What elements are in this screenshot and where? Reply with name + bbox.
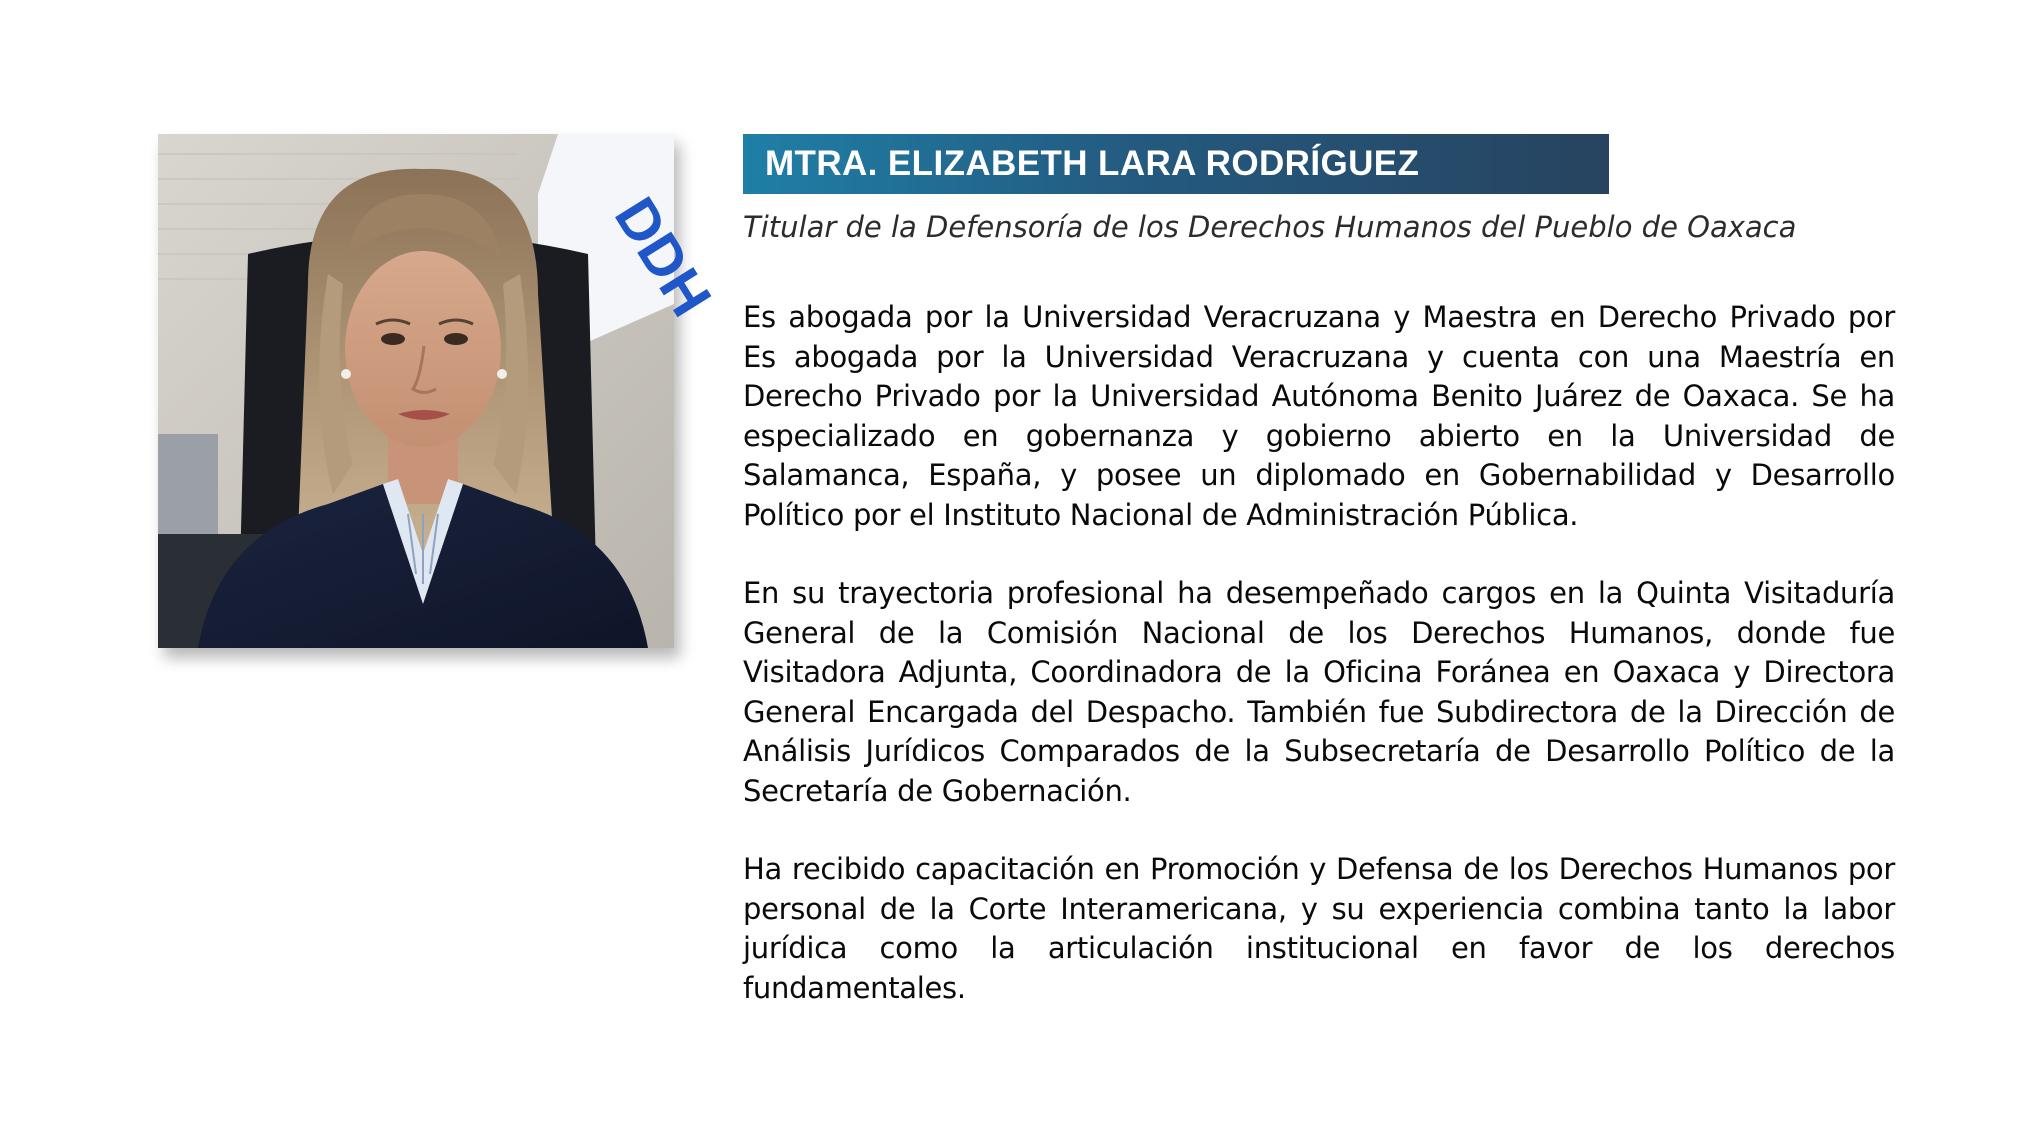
name-banner (743, 134, 1609, 194)
bio-paragraph: En su trayectoria profesional ha desempeñado cargos en la Quinta Visitaduría General de la Comisión Nacional de los Derechos Humanos, donde fue Visitadora Adjunta, Coordinadora de la Oficina Foránea en Oaxaca y Directora General Encargada del Despacho. También fue Subdirectora de la Dirección de Análisis Jurídicos Comparados de la Subsecretaría de Desarrollo Político de la Secretaría de Gobernación. (743, 576, 1895, 808)
flag-text: DDH (601, 186, 724, 328)
profile-position: Titular de la Defensoría de los Derechos Humanos del Pueblo de Oaxaca (743, 210, 1797, 244)
bio-paragraph: Es abogada por la Universidad Veracruzana y Maestra en Derecho Privado por Es abogada por la Universidad Veracruzana y cuenta con una Maestría en Derecho Privado por la Universidad Autónoma Benito Juárez de Oaxaca. Se ha especializado en gobernanza y gobierno abierto en la Universidad de Salamanca, España, y posee un diplomado en Gobernabilidad y Desarrollo Político por el Instituto Nacional de Administración Pública. (743, 300, 1895, 532)
profile-photo (158, 134, 724, 648)
bio-paragraph: Ha recibido capacitación en Promoción y Defensa de los Derechos Humanos por personal de la Corte Interamericana, y su experiencia combina tanto la labor jurídica como la articulación institucional en favor de los derechos fundamentales. (743, 852, 1895, 1005)
profile-name: MTRA. ELIZABETH LARA RODRÍGUEZ (765, 144, 1420, 183)
biography (743, 298, 1895, 1008)
